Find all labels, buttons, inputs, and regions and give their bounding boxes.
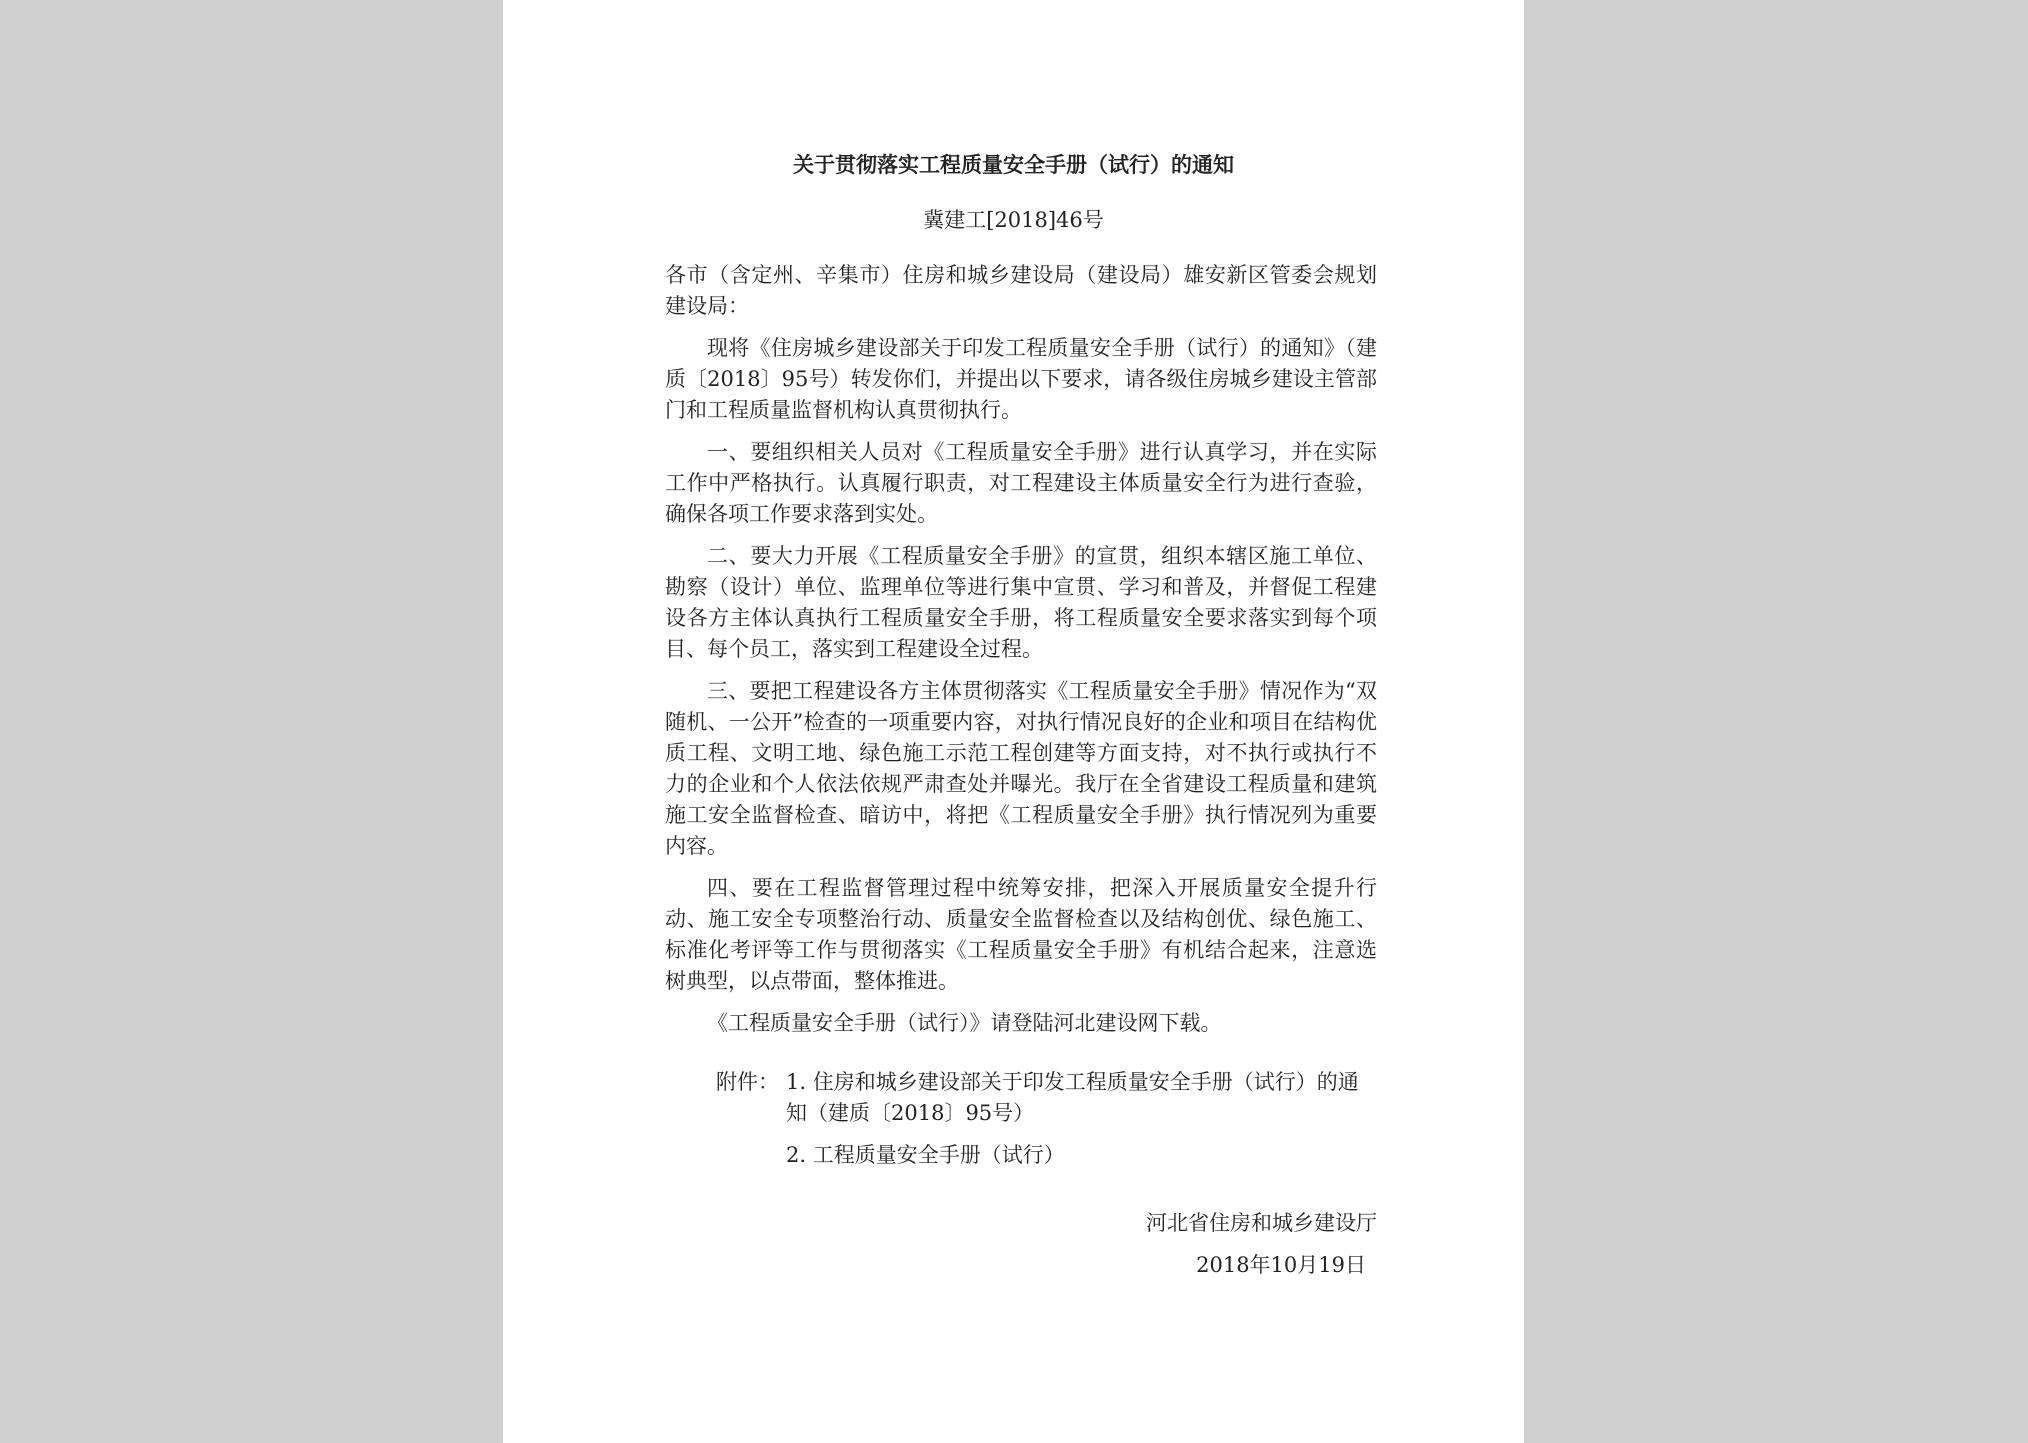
attachment-item-2: 2. 工程质量安全手册（试行） [786, 1143, 1065, 1167]
issue-date: 2018年10月19日 [1196, 1253, 1366, 1277]
recipient-line: 各市（含定州、辛集市）住房和城乡建设局（建设局）雄安新区管委会规划建设局： [665, 263, 1377, 318]
paragraph-intro: 现将《住房城乡建设部关于印发工程质量安全手册（试行）的通知》（建质〔2018〕95号）转发你们，并提出以下要求，请各级住房城乡建设主管部门和工程质量监督机构认真贯彻执行。 [665, 336, 1377, 422]
paragraph-item-2: 二、要大力开展《工程质量安全手册》的宣贯，组织本辖区施工单位、勘察（设计）单位、监理单位等进行集中宣贯、学习和普及，并督促工程建设各方主体认真执行工程质量安全手册，将工程质量安全要求落实到每个项目、每个员工，落实到工程建设全过程。 [665, 544, 1377, 661]
document-page [503, 0, 1524, 1443]
paragraph-item-3: 三、要把工程建设各方主体贯彻落实《工程质量安全手册》情况作为“双随机、一公开”检查的一项重要内容，对执行情况良好的企业和项目在结构优质工程、文明工地、绿色施工示范工程创建等方面支持，对不执行或执行不力的企业和个人依法依规严肃查处并曝光。我厅在全省建设工程质量和建筑施工安全监督检查、暗访中，将把《工程质量安全手册》执行情况列为重要内容。 [665, 679, 1377, 858]
attachment-item-1: 1. 住房和城乡建设部关于印发工程质量安全手册（试行）的通知（建质〔2018〕95号） [786, 1070, 1359, 1125]
document-body [665, 260, 1377, 1050]
attachments-label: 附件： [716, 1070, 779, 1094]
attachments-block [716, 1067, 1386, 1171]
document-number: 冀建工[2018]46号 [923, 208, 1104, 232]
issuer-name: 河北省住房和城乡建设厅 [1146, 1211, 1377, 1235]
attachment-row-1 [716, 1067, 1386, 1129]
paragraph-item-4: 四、要在工程监督管理过程中统筹安排，把深入开展质量安全提升行动、施工安全专项整治行动、质量安全监督检查以及结构创优、绿色施工、标准化考评等工作与贯彻落实《工程质量安全手册》有机结合起来，注意选树典型，以点带面，整体推进。 [665, 876, 1377, 993]
document-title: 关于贯彻落实工程质量安全手册（试行）的通知 [793, 152, 1234, 177]
paragraph-download: 《工程质量安全手册（试行）》请登陆河北建设网下载。 [707, 1011, 1222, 1035]
paragraph-item-1: 一、要组织相关人员对《工程质量安全手册》进行认真学习，并在实际工作中严格执行。认真履行职责，对工程建设主体质量安全行为进行查验，确保各项工作要求落到实处。 [665, 440, 1377, 526]
